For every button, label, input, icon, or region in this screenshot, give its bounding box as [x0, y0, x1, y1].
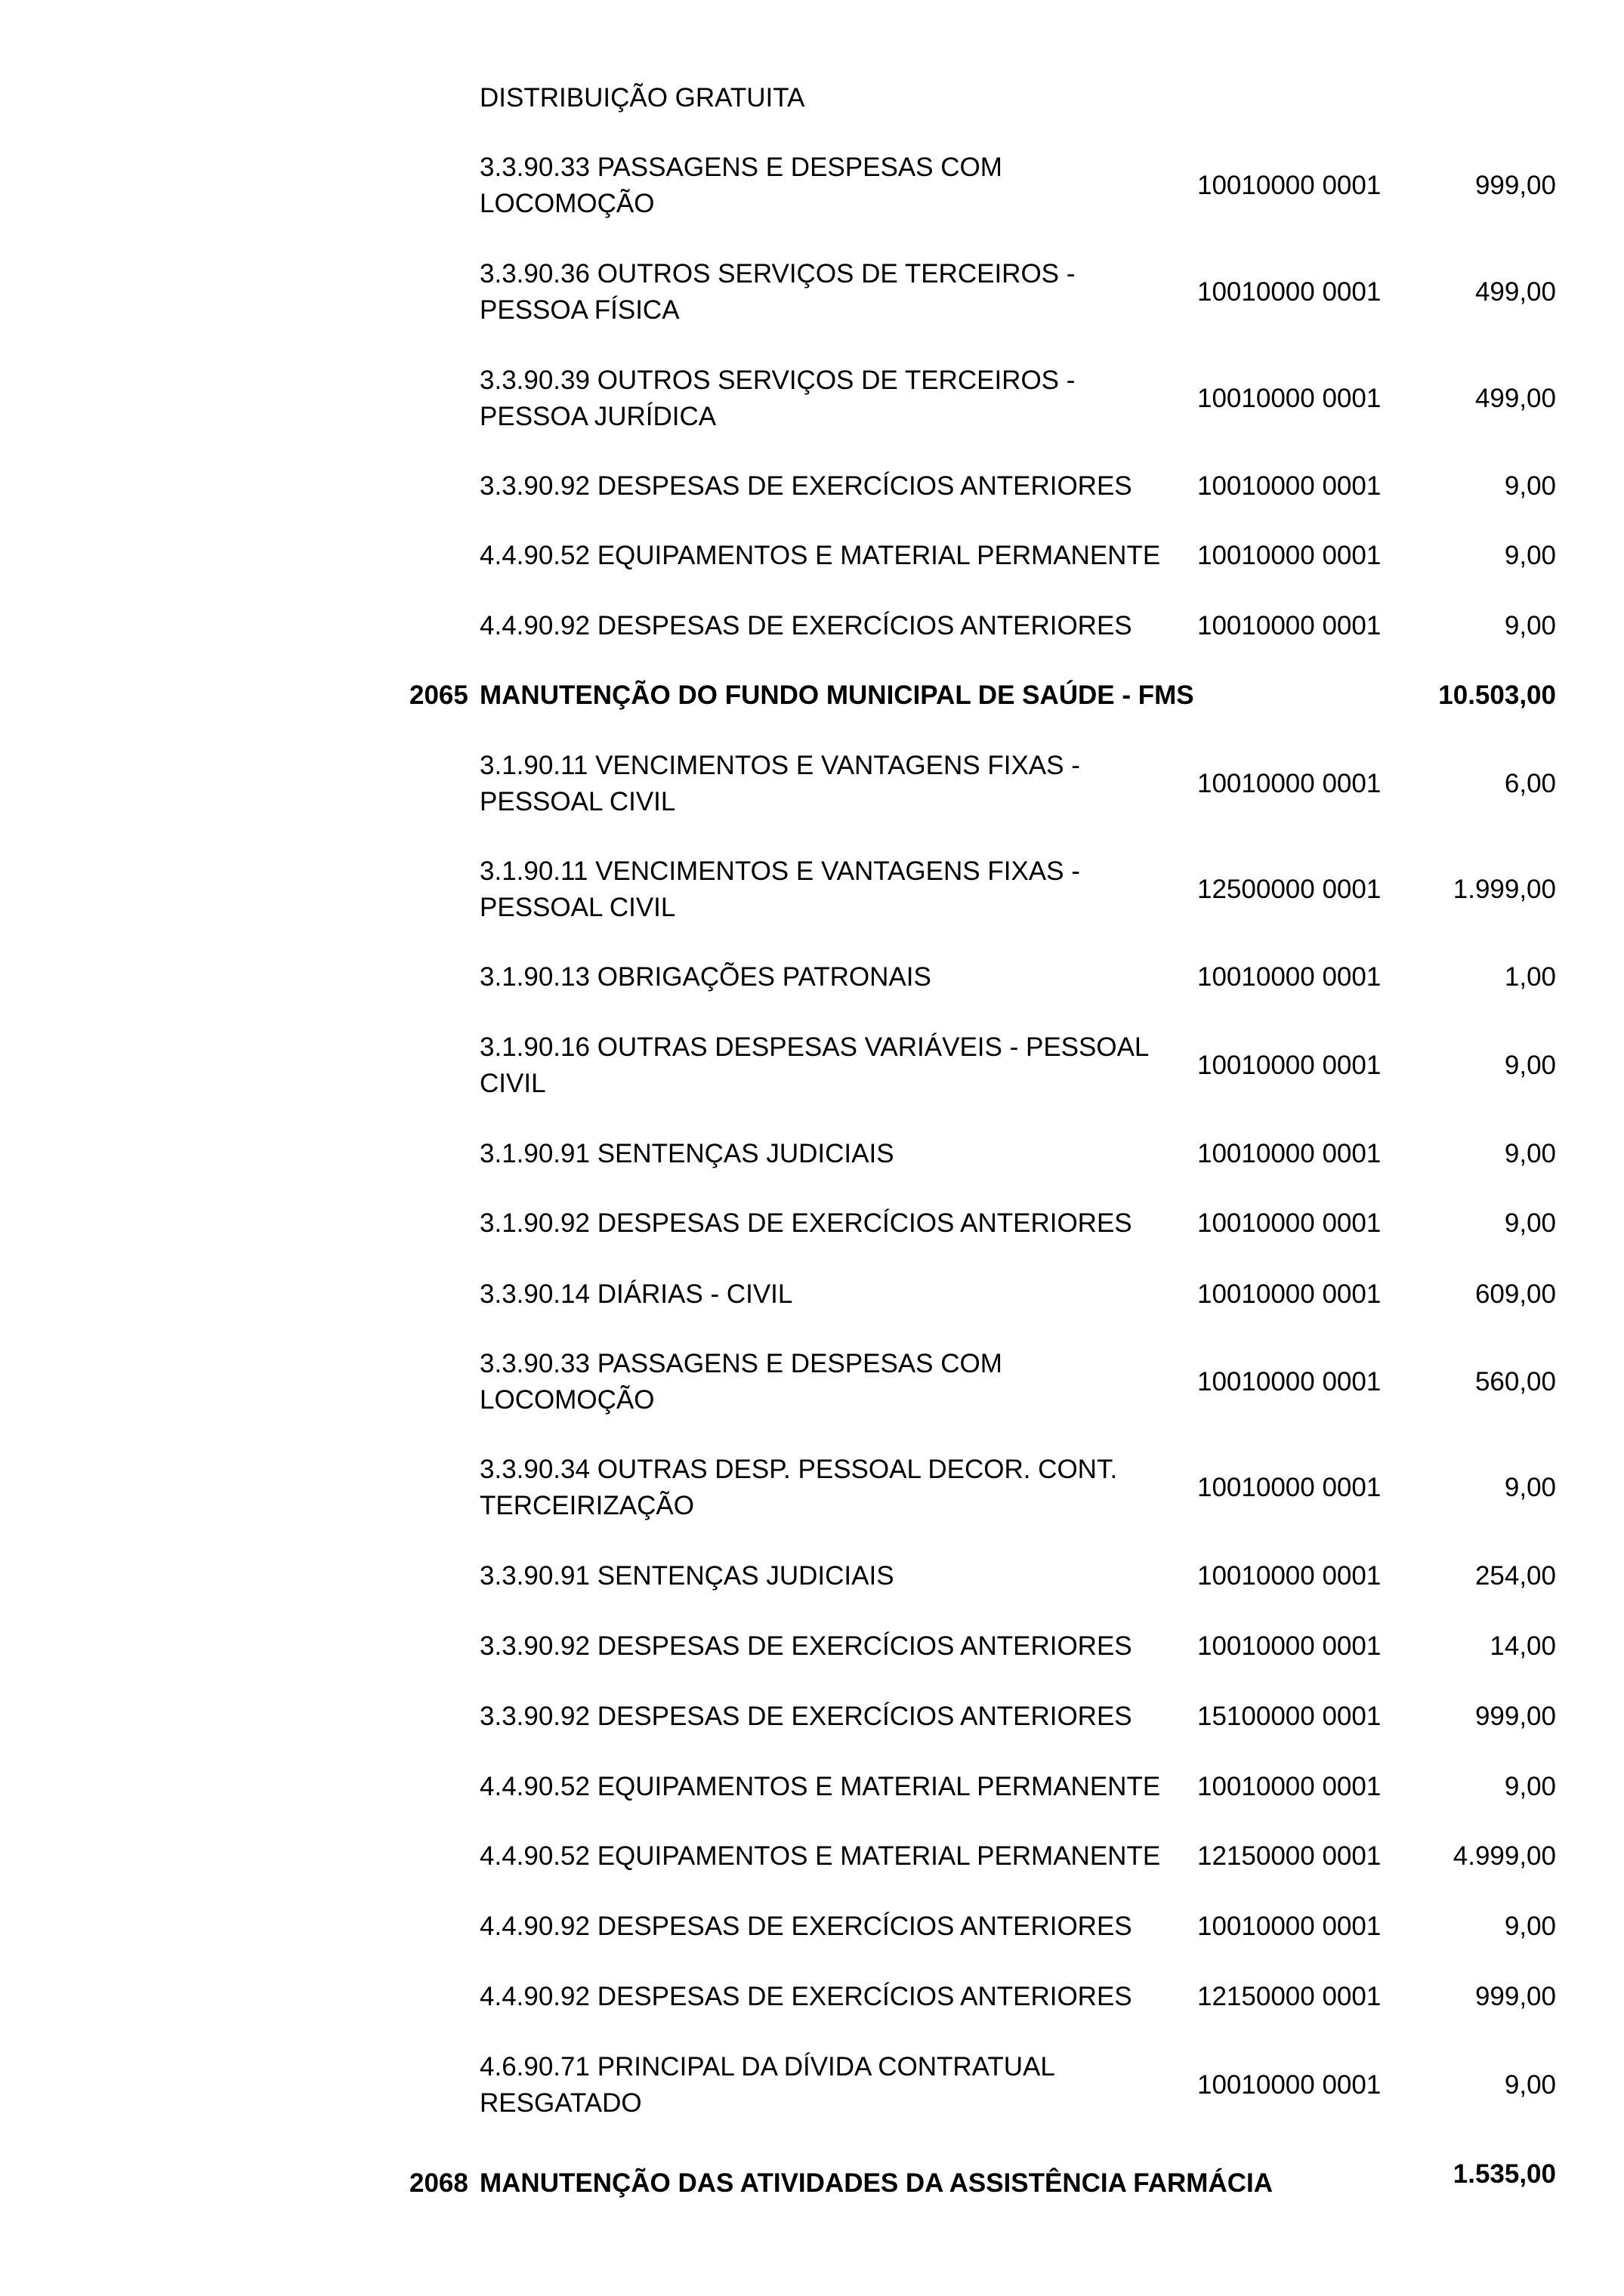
section-code: 2068 [409, 2168, 468, 2198]
section-title: MANUTENÇÃO DO FUNDO MUNICIPAL DE SAÚDE - FMS [480, 680, 1194, 710]
item-description: 4.4.90.52 EQUIPAMENTOS E MATERIAL PERMANENTE [480, 1772, 1161, 1801]
item-value: 499,00 [1474, 384, 1556, 413]
header-line: DISTRIBUIÇÃO GRATUITA [480, 83, 805, 113]
item-value: 9,00 [1504, 1051, 1556, 1080]
item-description: 3.3.90.92 DESPESAS DE EXERCÍCIOS ANTERIORES [480, 471, 1132, 501]
item-value: 9,00 [1504, 1473, 1556, 1502]
item-source: 10010000 0001 [1197, 1772, 1382, 1801]
item-value: 9,00 [1504, 611, 1556, 640]
item-description: 3.3.90.92 DESPESAS DE EXERCÍCIOS ANTERIORES [480, 1631, 1132, 1661]
section-total: 1.535,00 [1453, 2159, 1556, 2189]
item-source: 10010000 0001 [1197, 384, 1382, 413]
item-description: 3.3.90.92 DESPESAS DE EXERCÍCIOS ANTERIORES [480, 1702, 1132, 1731]
item-source: 10010000 0001 [1197, 962, 1382, 992]
item-description: 3.1.90.11 VENCIMENTOS E VANTAGENS FIXAS - PESSOAL CIVIL [480, 751, 1080, 816]
item-source: 10010000 0001 [1197, 171, 1382, 200]
item-description: 3.3.90.39 OUTROS SERVIÇOS DE TERCEIROS - PESSOA JURÍDICA [480, 366, 1076, 431]
item-value: 999,00 [1474, 171, 1556, 200]
item-description: 4.6.90.71 PRINCIPAL DA DÍVIDA CONTRATUAL RESGATADO [480, 2052, 1055, 2118]
item-source: 12150000 0001 [1197, 1841, 1382, 1871]
section-title: MANUTENÇÃO DAS ATIVIDADES DA ASSISTÊNCIA FARMÁCIA [480, 2168, 1274, 2198]
item-source: 15100000 0001 [1197, 1702, 1382, 1731]
item-description: 4.4.90.52 EQUIPAMENTOS E MATERIAL PERMANENTE [480, 1841, 1161, 1871]
item-source: 10010000 0001 [1197, 611, 1382, 640]
item-source: 10010000 0001 [1197, 1631, 1382, 1661]
item-source: 10010000 0001 [1197, 1051, 1382, 1080]
item-value: 1.999,00 [1453, 875, 1556, 904]
item-value: 4.999,00 [1453, 1841, 1556, 1871]
item-source: 10010000 0001 [1197, 769, 1382, 798]
item-source: 10010000 0001 [1197, 1208, 1382, 1238]
item-source: 10010000 0001 [1197, 1561, 1382, 1591]
section-total: 10.503,00 [1438, 680, 1556, 710]
item-value: 9,00 [1504, 1139, 1556, 1168]
item-value: 999,00 [1474, 1982, 1556, 2011]
item-value: 999,00 [1474, 1702, 1556, 1731]
item-description: 3.1.90.92 DESPESAS DE EXERCÍCIOS ANTERIORES [480, 1208, 1132, 1238]
item-description: 4.4.90.92 DESPESAS DE EXERCÍCIOS ANTERIORES [480, 611, 1132, 640]
item-description: 3.3.90.34 OUTRAS DESP. PESSOAL DECOR. CONT. TERCEIRIZAÇÃO [480, 1455, 1118, 1520]
item-description: 3.3.90.14 DIÁRIAS - CIVIL [480, 1279, 793, 1309]
item-source: 10010000 0001 [1197, 1473, 1382, 1502]
item-source: 10010000 0001 [1197, 1279, 1382, 1309]
item-description: 3.1.90.11 VENCIMENTOS E VANTAGENS FIXAS - PESSOAL CIVIL [480, 856, 1080, 922]
section-code: 2065 [409, 680, 468, 710]
item-value: 609,00 [1474, 1279, 1556, 1309]
item-description: 3.1.90.16 OUTRAS DESPESAS VARIÁVEIS - PESSOAL CIVIL [480, 1032, 1150, 1098]
item-description: 3.3.90.36 OUTROS SERVIÇOS DE TERCEIROS - PESSOA FÍSICA [480, 259, 1076, 325]
item-source: 10010000 0001 [1197, 2070, 1382, 2100]
item-description: 4.4.90.92 DESPESAS DE EXERCÍCIOS ANTERIORES [480, 1982, 1132, 2011]
item-description: 4.4.90.92 DESPESAS DE EXERCÍCIOS ANTERIORES [480, 1912, 1132, 1941]
item-value: 9,00 [1504, 1208, 1556, 1238]
item-source: 10010000 0001 [1197, 1367, 1382, 1396]
item-value: 6,00 [1504, 769, 1556, 798]
item-description: 3.3.90.33 PASSAGENS E DESPESAS COM LOCOMOÇÃO [480, 153, 1002, 218]
item-value: 9,00 [1504, 2070, 1556, 2100]
item-source: 12150000 0001 [1197, 1982, 1382, 2011]
item-source: 10010000 0001 [1197, 277, 1382, 307]
item-value: 254,00 [1474, 1561, 1556, 1591]
item-source: 10010000 0001 [1197, 541, 1382, 570]
item-value: 14,00 [1490, 1631, 1556, 1661]
item-source: 12500000 0001 [1197, 875, 1382, 904]
item-description: 3.3.90.33 PASSAGENS E DESPESAS COM LOCOMOÇÃO [480, 1349, 1002, 1415]
item-description: 3.1.90.13 OBRIGAÇÕES PATRONAIS [480, 962, 931, 992]
item-value: 499,00 [1474, 277, 1556, 307]
item-value: 1,00 [1504, 962, 1556, 992]
item-source: 10010000 0001 [1197, 471, 1382, 501]
item-source: 10010000 0001 [1197, 1912, 1382, 1941]
item-value: 560,00 [1474, 1367, 1556, 1396]
item-description: 3.3.90.91 SENTENÇAS JUDICIAIS [480, 1561, 894, 1591]
item-value: 9,00 [1504, 541, 1556, 570]
item-description: 4.4.90.52 EQUIPAMENTOS E MATERIAL PERMANENTE [480, 541, 1161, 570]
item-value: 9,00 [1504, 1912, 1556, 1941]
item-description: 3.1.90.91 SENTENÇAS JUDICIAIS [480, 1139, 894, 1168]
item-source: 10010000 0001 [1197, 1139, 1382, 1168]
item-value: 9,00 [1504, 1772, 1556, 1801]
item-value: 9,00 [1504, 471, 1556, 501]
